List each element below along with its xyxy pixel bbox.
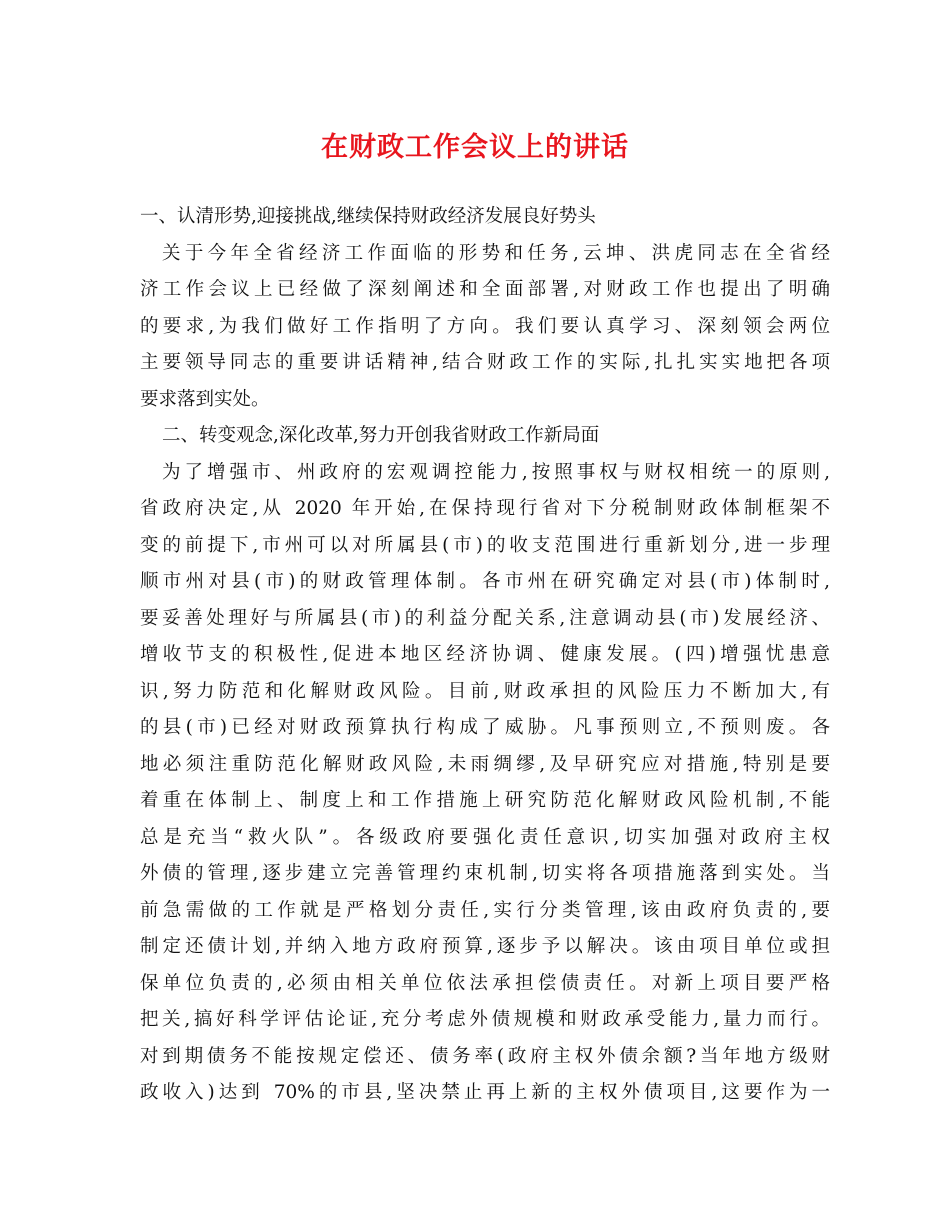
paragraph-line: 要求落到实处。 (140, 388, 270, 410)
paragraph-line: 增收节支的积极性,促进本地区经济协调、健康发展。(四)增强忧患意 (140, 644, 830, 665)
paragraph-line: 把关,搞好科学评估论证,充分考虑外债规模和财政承受能力,量力而行。 (140, 1009, 830, 1030)
document-body (140, 199, 830, 1112)
paragraph-line: 要妥善处理好与所属县(市)的利益分配关系,注意调动县(市)发展经济、 (140, 607, 830, 629)
paragraph-line: 主要领导同志的重要讲话精神,结合财政工作的实际,扎扎实实地把各项 (140, 352, 830, 373)
paragraph-line: 的县(市)已经对财政预算执行构成了威胁。凡事预则立,不预则废。各 (140, 717, 830, 738)
paragraph-line: 济工作会议上已经做了深刻阐述和全面部署,对财政工作也提出了明确 (140, 279, 830, 300)
document-title: 在财政工作会议上的讲话 (321, 132, 629, 163)
paragraph-line: 前急需做的工作就是严格划分责任,实行分类管理,该由政府负责的,要 (140, 899, 830, 921)
paragraph-line: 政收入)达到 70%的市县,坚决禁止再上新的主权外债项目,这要作为一 (140, 1082, 830, 1103)
section-heading-2: 二、转变观念,深化改革,努力开创我省财政工作新局面 (162, 425, 600, 446)
paragraph-line: 变的前提下,市州可以对所属县(市)的收支范围进行重新划分,进一步理 (140, 534, 830, 556)
paragraph-line: 关于今年全省经济工作面临的形势和任务,云坤、洪虎同志在全省经 (162, 242, 830, 264)
paragraph-line: 制定还债计划,并纳入地方政府预算,逐步予以解决。该由项目单位或担 (140, 936, 830, 957)
paragraph-line: 识,努力防范和化解财政风险。目前,财政承担的风险压力不断加大,有 (140, 680, 830, 702)
paragraph-line: 外债的管理,逐步建立完善管理约束机制,切实将各项措施落到实处。当 (140, 863, 830, 884)
section-heading-1: 一、认清形势,迎接挑战,继续保持财政经济发展良好势头 (140, 206, 596, 227)
paragraph-line: 总是充当“救火队”。各级政府要强化责任意识,切实加强对政府主权 (140, 826, 830, 848)
paragraph-line: 对到期债务不能按规定偿还、债务率(政府主权外债余额?当年地方级财 (140, 1045, 830, 1067)
paragraph-line: 保单位负责的,必须由相关单位依法承担偿债责任。对新上项目要严格 (140, 972, 830, 994)
paragraph-line: 顺市州对县(市)的财政管理体制。各市州在研究确定对县(市)体制时, (140, 571, 830, 592)
paragraph-line: 着重在体制上、制度上和工作措施上研究防范化解财政风险机制,不能 (140, 790, 830, 811)
paragraph-line: 为了增强市、州政府的宏观调控能力,按照事权与财权相统一的原则, (162, 461, 830, 483)
paragraph-line: 地必须注重防范化解财政风险,未雨绸缪,及早研究应对措施,特别是要 (140, 753, 830, 775)
paragraph-line: 省政府决定,从 2020 年开始,在保持现行省对下分税制财政体制框架不 (140, 498, 830, 519)
paragraph-line: 的要求,为我们做好工作指明了方向。我们要认真学习、深刻领会两位 (140, 315, 830, 337)
